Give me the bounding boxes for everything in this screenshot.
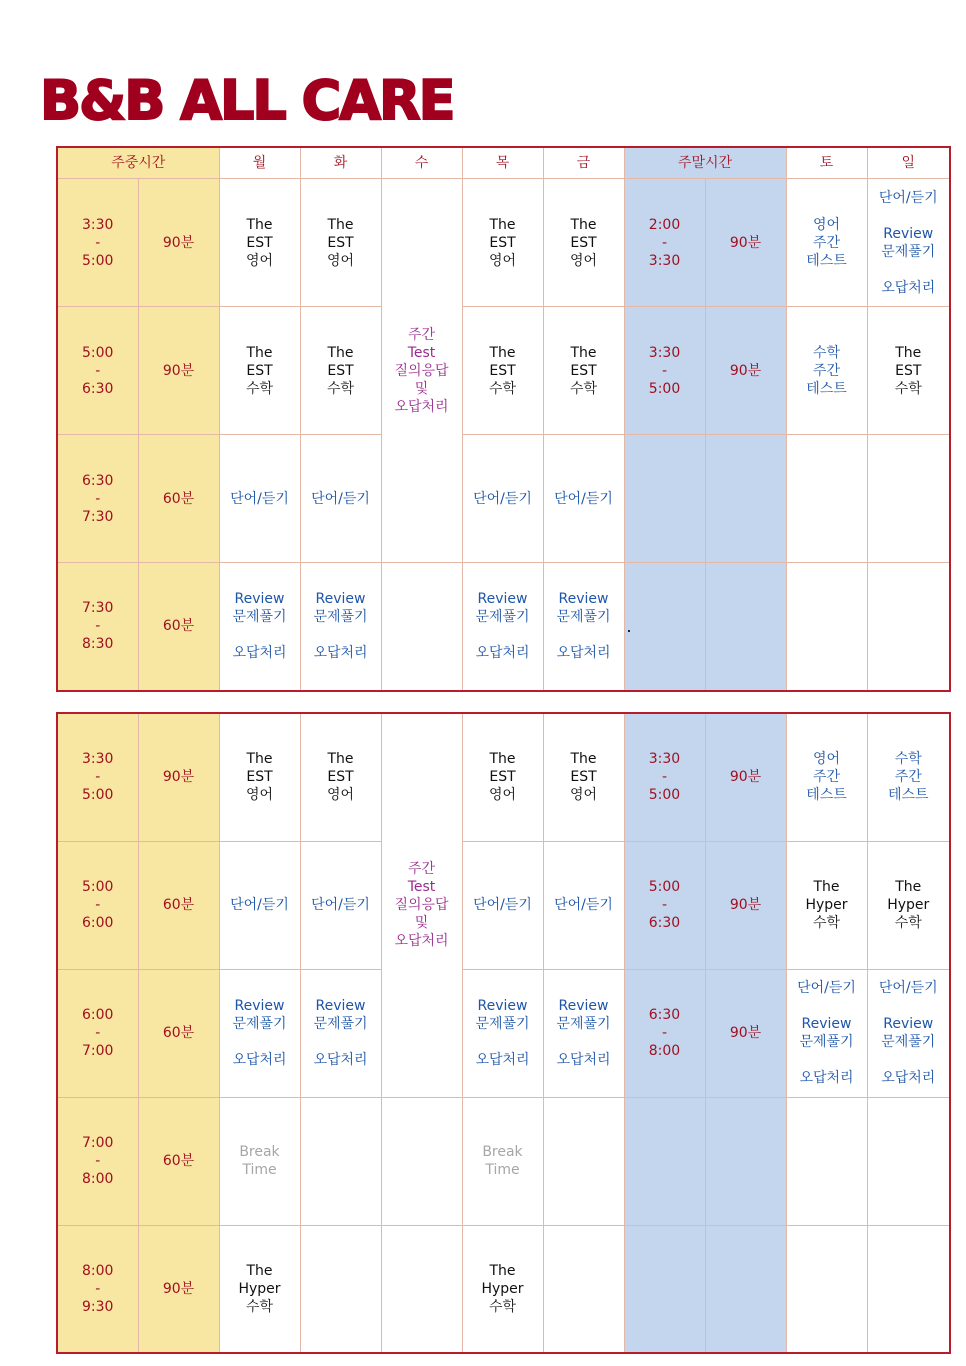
- weekend-duration-cell: 90분: [705, 969, 786, 1097]
- time-cell: 5:00 - 6:00: [57, 841, 138, 969]
- class-cell: 영어 주간 테스트: [786, 713, 867, 841]
- duration-cell: 60분: [138, 841, 219, 969]
- weekend-time-cell: 2:00 - 3:30: [624, 179, 705, 307]
- header-tue: 화: [300, 147, 381, 179]
- empty-cell: [867, 1225, 950, 1353]
- weekend-empty-cell: [705, 435, 786, 563]
- table-row: [57, 307, 950, 435]
- empty-cell: [300, 1097, 381, 1225]
- empty-cell: [786, 435, 867, 563]
- class-cell: Review 문제풀기 오답처리: [219, 563, 300, 691]
- class-cell: 단어/듣기: [543, 435, 624, 563]
- class-cell: The EST 수학: [462, 307, 543, 435]
- weekend-duration-cell: 90분: [705, 179, 786, 307]
- class-cell: The EST 영어: [543, 713, 624, 841]
- weekend-time-cell: 5:00 - 6:30: [624, 841, 705, 969]
- class-cell: The Hyper 수학: [786, 841, 867, 969]
- time-cell: 3:30 - 5:00: [57, 179, 138, 307]
- empty-cell: [867, 563, 950, 691]
- empty-cell: [786, 563, 867, 691]
- empty-cell: [543, 1097, 624, 1225]
- time-cell: 7:30 - 8:30: [57, 563, 138, 691]
- class-cell: The EST 영어: [462, 713, 543, 841]
- empty-cell: [543, 1225, 624, 1353]
- duration-cell: 90분: [138, 713, 219, 841]
- table-row: [57, 713, 950, 841]
- weekend-time-cell: 3:30 - 5:00: [624, 713, 705, 841]
- class-cell: The EST 수학: [867, 307, 950, 435]
- class-cell: 단어/듣기 Review 문제풀기 오답처리: [786, 969, 867, 1097]
- time-cell: 6:00 - 7:00: [57, 969, 138, 1097]
- duration-cell: 60분: [138, 969, 219, 1097]
- empty-cell: [381, 1225, 462, 1353]
- class-cell: The EST 영어: [543, 179, 624, 307]
- empty-cell: [381, 1097, 462, 1225]
- class-cell: Review 문제풀기 오답처리: [462, 563, 543, 691]
- class-cell: Review 문제풀기 오답처리: [462, 969, 543, 1097]
- class-cell: The EST 수학: [543, 307, 624, 435]
- class-cell: 단어/듣기: [219, 435, 300, 563]
- class-cell: 영어 주간 테스트: [786, 179, 867, 307]
- header-sun: 일: [867, 147, 950, 179]
- empty-cell: [867, 435, 950, 563]
- header-fri: 금: [543, 147, 624, 179]
- duration-cell: 90분: [138, 1225, 219, 1353]
- weekend-empty-cell: [624, 1225, 705, 1353]
- header-weekday-time: 주중시간: [57, 147, 219, 179]
- table-row: [57, 179, 950, 307]
- table-row: [57, 563, 950, 691]
- time-cell: 7:00 - 8:00: [57, 1097, 138, 1225]
- class-cell: The EST 수학: [300, 307, 381, 435]
- weekend-duration-cell: 90분: [705, 307, 786, 435]
- stray-dot: [628, 630, 630, 632]
- duration-cell: 90분: [138, 179, 219, 307]
- time-cell: 8:00 - 9:30: [57, 1225, 138, 1353]
- header-weekend-time: 주말시간: [624, 147, 786, 179]
- weekend-empty-cell: [624, 563, 705, 691]
- class-cell: The Hyper 수학: [867, 841, 950, 969]
- class-cell: The EST 영어: [462, 179, 543, 307]
- header-thu: 목: [462, 147, 543, 179]
- weekend-empty-cell: [624, 1097, 705, 1225]
- empty-cell: [381, 563, 462, 691]
- class-cell: 단어/듣기: [300, 435, 381, 563]
- class-cell: Review 문제풀기 오답처리: [300, 969, 381, 1097]
- brand-title: B&B ALL CARE: [40, 69, 454, 132]
- empty-cell: [867, 1097, 950, 1225]
- table-row: [57, 841, 950, 969]
- class-cell: 수학 주간 테스트: [867, 713, 950, 841]
- weekend-time-cell: 3:30 - 5:00: [624, 307, 705, 435]
- wed-cell: 주간 Test 질의응답 및 오답처리: [381, 713, 462, 1097]
- empty-cell: [786, 1097, 867, 1225]
- header-row: [57, 147, 950, 179]
- time-cell: 5:00 - 6:30: [57, 307, 138, 435]
- weekend-duration-cell: 90분: [705, 841, 786, 969]
- time-cell: 6:30 - 7:30: [57, 435, 138, 563]
- table-row: [57, 1097, 950, 1225]
- weekend-duration-cell: 90분: [705, 713, 786, 841]
- class-cell: The EST 영어: [219, 179, 300, 307]
- class-cell: Break Time: [462, 1097, 543, 1225]
- class-cell: Break Time: [219, 1097, 300, 1225]
- schedule-table-2: [56, 712, 951, 1354]
- wed-cell: 주간 Test 질의응답 및 오답처리: [381, 179, 462, 563]
- table-row: [57, 1225, 950, 1353]
- class-cell: Review 문제풀기 오답처리: [543, 969, 624, 1097]
- duration-cell: 60분: [138, 1097, 219, 1225]
- duration-cell: 60분: [138, 563, 219, 691]
- class-cell: The EST 영어: [219, 713, 300, 841]
- duration-cell: 90분: [138, 307, 219, 435]
- empty-cell: [786, 1225, 867, 1353]
- weekend-empty-cell: [705, 1097, 786, 1225]
- weekend-time-cell: 6:30 - 8:00: [624, 969, 705, 1097]
- class-cell: The EST 영어: [300, 179, 381, 307]
- header-wed: 수: [381, 147, 462, 179]
- class-cell: 단어/듣기: [462, 435, 543, 563]
- class-cell: Review 문제풀기 오답처리: [300, 563, 381, 691]
- class-cell: The EST 영어: [300, 713, 381, 841]
- weekend-empty-cell: [705, 563, 786, 691]
- class-cell: The EST 수학: [219, 307, 300, 435]
- class-cell: 수학 주간 테스트: [786, 307, 867, 435]
- class-cell: Review 문제풀기 오답처리: [219, 969, 300, 1097]
- class-cell: 단어/듣기: [462, 841, 543, 969]
- duration-cell: 60분: [138, 435, 219, 563]
- class-cell: Review 문제풀기 오답처리: [543, 563, 624, 691]
- weekend-empty-cell: [705, 1225, 786, 1353]
- class-cell: 단어/듣기: [543, 841, 624, 969]
- weekend-empty-cell: [624, 435, 705, 563]
- table-row: [57, 435, 950, 563]
- table-row: [57, 969, 950, 1097]
- class-cell: The Hyper 수학: [219, 1225, 300, 1353]
- header-sat: 토: [786, 147, 867, 179]
- class-cell: 단어/듣기: [300, 841, 381, 969]
- class-cell: 단어/듣기 Review 문제풀기 오답처리: [867, 969, 950, 1097]
- header-mon: 월: [219, 147, 300, 179]
- class-cell: 단어/듣기: [219, 841, 300, 969]
- class-cell: 단어/듣기 Review 문제풀기 오답처리: [867, 179, 950, 307]
- schedule-table-1: [56, 146, 951, 692]
- class-cell: The Hyper 수학: [462, 1225, 543, 1353]
- time-cell: 3:30 - 5:00: [57, 713, 138, 841]
- empty-cell: [300, 1225, 381, 1353]
